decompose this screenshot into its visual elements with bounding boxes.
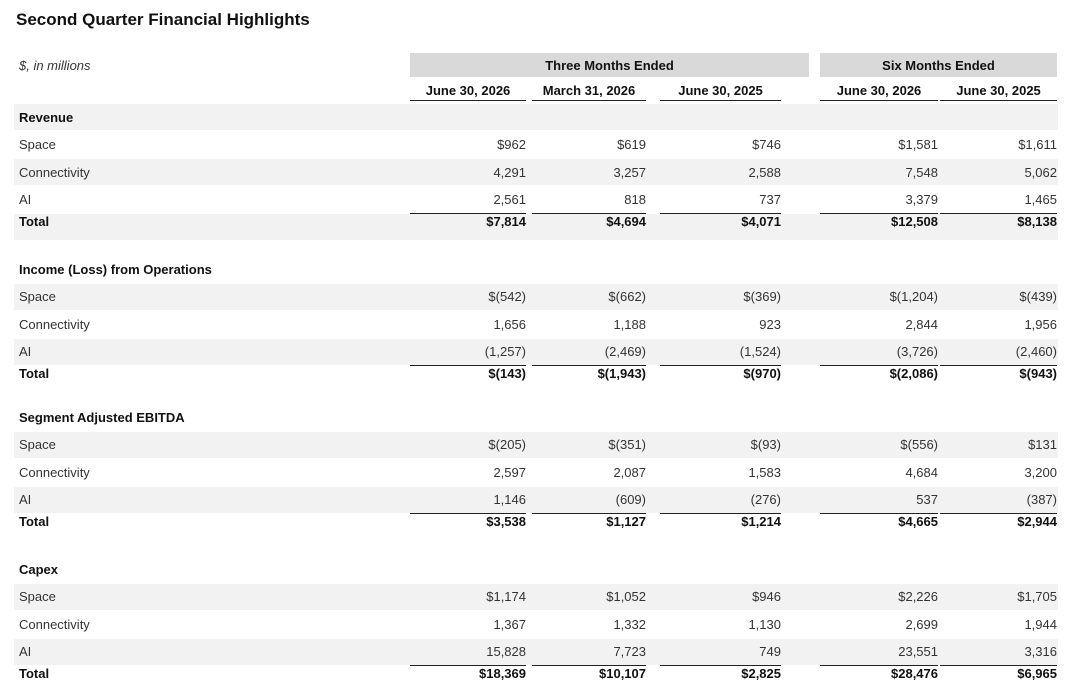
table-cell: $(662) (608, 289, 646, 304)
table-cell: 3,200 (1024, 464, 1057, 480)
total-cell: $8,138 (1017, 214, 1057, 229)
table-cell: 1,130 (748, 616, 781, 632)
table-cell: $1,705 (1017, 589, 1057, 604)
table-cell: 2,588 (748, 164, 781, 180)
total-cell: $(2,086) (889, 366, 938, 381)
total-cell: $12,508 (891, 214, 938, 229)
table-cell: $1,611 (1018, 137, 1057, 152)
column-header: June 30, 2025 (678, 82, 763, 98)
column-header-rule (410, 100, 526, 101)
total-cell: $4,071 (741, 214, 781, 229)
table-cell: $1,052 (606, 589, 646, 604)
table-cell: $2,226 (898, 589, 938, 604)
table-cell: 2,597 (493, 464, 526, 480)
total-label: Total (19, 366, 50, 381)
row-band (14, 104, 1058, 130)
group-header: Six Months Ended (820, 53, 1057, 77)
table-cell: 818 (624, 192, 646, 207)
table-cell: 2,087 (613, 464, 646, 480)
total-cell: $4,694 (606, 214, 646, 229)
table-cell: $746 (752, 137, 781, 152)
table-cell: $946 (752, 589, 781, 604)
table-cell: 1,332 (613, 616, 646, 632)
table-cell: 749 (759, 644, 781, 659)
table-cell: 7,548 (905, 164, 938, 180)
section-title: Segment Adjusted EBITDA (19, 409, 185, 425)
table-cell: 2,699 (905, 616, 938, 632)
total-cell: $2,944 (1017, 514, 1057, 529)
column-header: June 30, 2026 (836, 82, 922, 98)
row-label: AI (19, 192, 32, 207)
total-cell: $7,814 (486, 214, 526, 229)
table-cell: $(1,204) (889, 289, 938, 304)
table-cell: 23,551 (898, 644, 938, 659)
row-label: Connectivity (19, 164, 90, 180)
table-cell: 1,656 (493, 316, 526, 332)
table-cell: 2,561 (493, 192, 526, 207)
total-cell: $1,127 (606, 514, 646, 529)
table-cell: 3,379 (905, 192, 938, 207)
table-cell: 1,944 (1024, 616, 1057, 632)
row-label: Connectivity (19, 616, 90, 632)
table-cell: 5,062 (1024, 164, 1057, 180)
table-cell: $(351) (608, 437, 646, 452)
total-cell: $6,965 (1017, 666, 1057, 681)
table-cell: 1,146 (493, 492, 526, 507)
total-cell: $1,214 (741, 514, 781, 529)
total-cell: $4,665 (898, 514, 938, 529)
table-cell: (1,257) (484, 344, 526, 359)
row-label: AI (19, 644, 32, 659)
section-title: Capex (19, 561, 59, 577)
total-cell: $3,538 (486, 514, 526, 529)
table-cell: $962 (497, 137, 526, 152)
table-cell: (1,524) (739, 344, 781, 359)
section-title: Income (Loss) from Operations (19, 261, 212, 277)
table-cell: 737 (759, 192, 781, 207)
total-label: Total (19, 666, 50, 681)
total-cell: $(970) (743, 366, 781, 381)
column-header-rule (660, 100, 781, 101)
table-cell: 1,367 (493, 616, 526, 632)
total-cell: $2,825 (741, 666, 781, 681)
table-cell: $(556) (900, 437, 938, 452)
table-cell: 4,291 (493, 164, 526, 180)
table-cell: $(439) (1019, 289, 1057, 304)
table-cell: 7,723 (613, 644, 646, 659)
table-cell: $(205) (488, 437, 526, 452)
table-cell: $619 (617, 137, 646, 152)
row-label: Connectivity (19, 316, 90, 332)
column-header-rule (532, 100, 646, 101)
table-cell: $(369) (743, 289, 781, 304)
page-title: Second Quarter Financial Highlights (16, 10, 310, 29)
table-cell: $(542) (488, 289, 526, 304)
column-header-rule (940, 100, 1057, 101)
table-cell: 537 (916, 492, 938, 507)
table-cell: $1,174 (486, 589, 526, 604)
row-label: Space (19, 289, 56, 304)
table-cell: (387) (1026, 492, 1057, 507)
table-cell: 1,956 (1024, 316, 1057, 332)
column-header: June 30, 2025 (956, 82, 1041, 98)
table-cell: (609) (615, 492, 646, 507)
row-label: Space (19, 437, 56, 452)
total-cell: $(1,943) (597, 366, 646, 381)
group-header: Three Months Ended (410, 53, 809, 77)
table-cell: (2,460) (1015, 344, 1057, 359)
table-cell: 923 (759, 316, 781, 332)
total-cell: $28,476 (891, 666, 938, 681)
row-label: AI (19, 492, 32, 507)
section-title: Revenue (19, 109, 74, 125)
column-header-rule (820, 100, 938, 101)
total-cell: $(943) (1019, 366, 1057, 381)
table-cell: 3,316 (1024, 644, 1057, 659)
table-cell: (276) (750, 492, 781, 507)
total-cell: $18,369 (479, 666, 526, 681)
table-cell: 3,257 (613, 164, 646, 180)
row-label: AI (19, 344, 32, 359)
table-cell: (2,469) (604, 344, 646, 359)
units-label: $, in millions (19, 58, 91, 73)
table-cell: $(93) (750, 437, 781, 452)
table-cell: 15,828 (486, 644, 526, 659)
table-cell: $1,581 (898, 137, 938, 152)
table-cell: 1,465 (1024, 192, 1057, 207)
row-label: Space (19, 137, 56, 152)
table-cell: $131 (1028, 437, 1057, 452)
table-cell: 1,188 (613, 316, 646, 332)
table-cell: 2,844 (905, 316, 938, 332)
table-cell: (3,726) (896, 344, 938, 359)
table-cell: 4,684 (905, 464, 938, 480)
column-header: June 30, 2026 (425, 82, 511, 98)
total-label: Total (19, 514, 50, 529)
row-label: Space (19, 589, 56, 604)
total-cell: $10,107 (599, 666, 646, 681)
column-header: March 31, 2026 (542, 82, 636, 98)
total-label: Total (19, 214, 50, 229)
total-cell: $(143) (488, 366, 526, 381)
row-label: Connectivity (19, 464, 90, 480)
table-cell: 1,583 (748, 464, 781, 480)
